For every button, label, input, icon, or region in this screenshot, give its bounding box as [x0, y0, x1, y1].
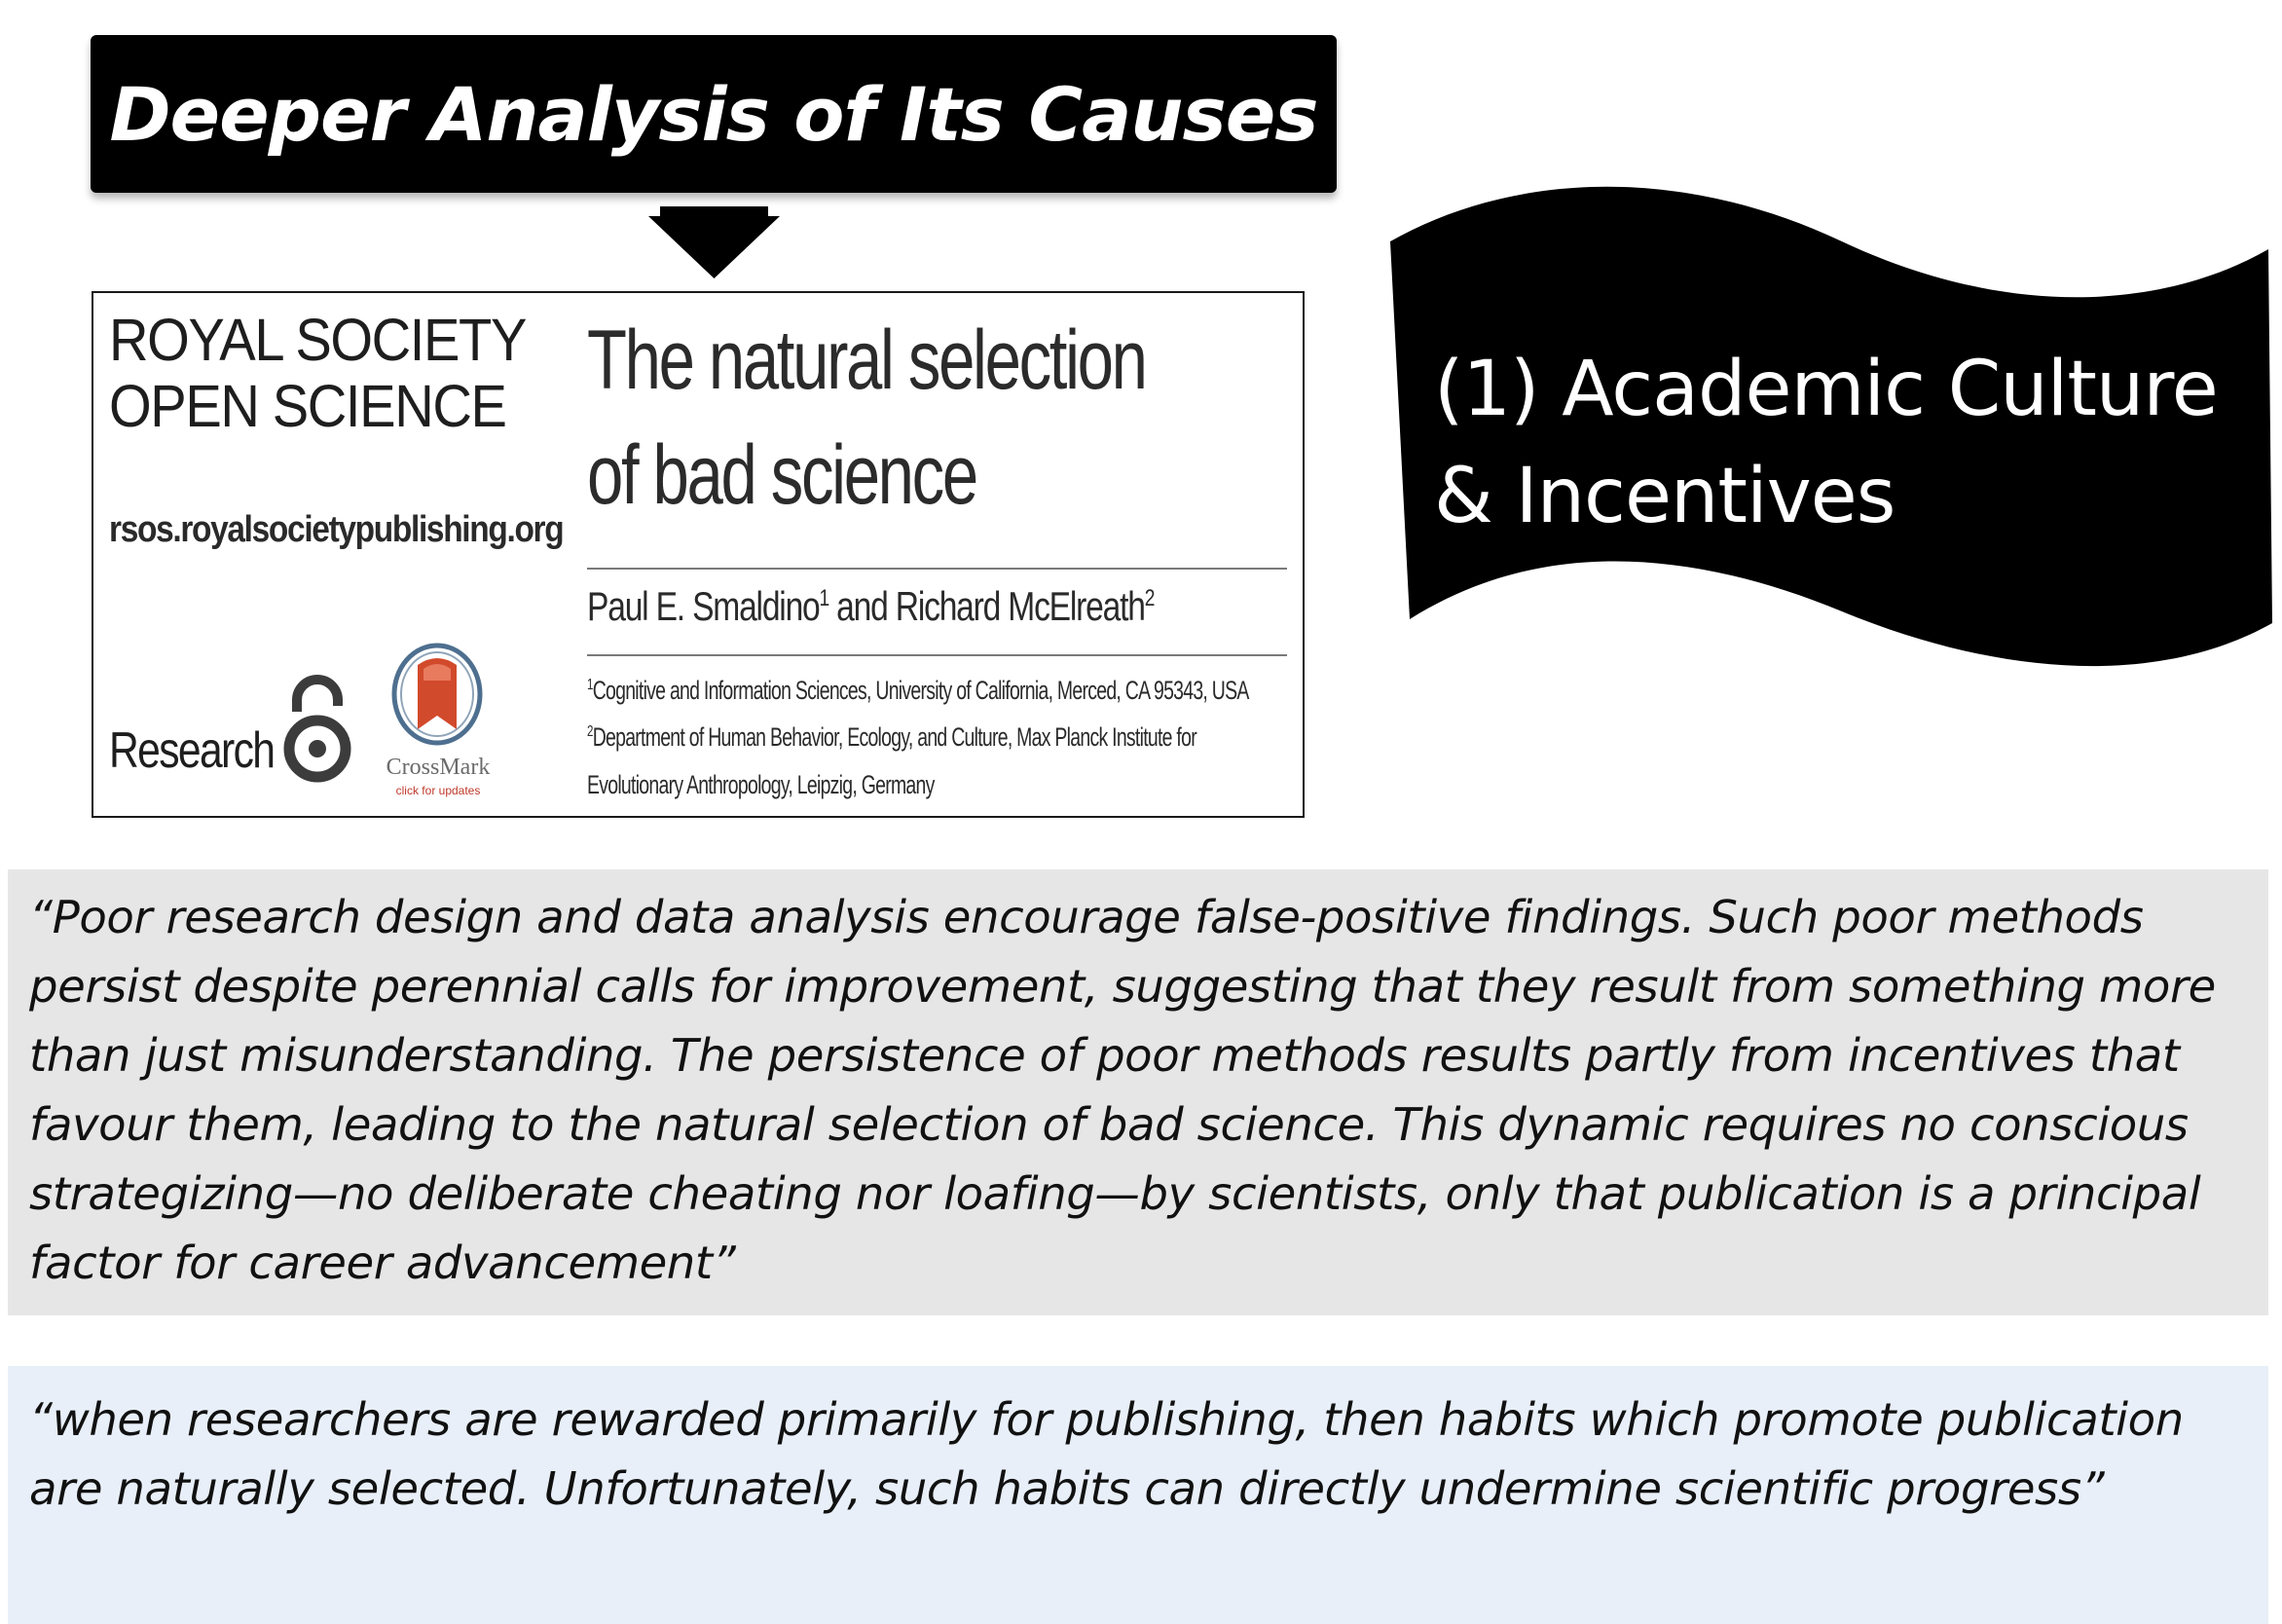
- crossmark-icon: [390, 642, 484, 751]
- journal-name-line2: OPEN SCIENCE: [109, 373, 506, 439]
- paper-title: [587, 303, 1146, 533]
- journal-url: rsos.royalsocietypublishing.org: [109, 509, 564, 550]
- secondary-quote-box: [8, 1366, 2268, 1624]
- section-title-box: [91, 35, 1337, 193]
- affiliation-1: [587, 676, 1249, 706]
- author-2-affil-mark: 2: [1144, 585, 1155, 611]
- secondary-quote: “when researchers are rewarded primarily for publishing, then habits which promote publication are naturally selected. Unfortunately, such habits can directly undermine scientific progress”: [29, 1393, 2184, 1515]
- article-category: Research: [109, 722, 275, 779]
- primary-quote: “Poor research design and data analysis encourage false-positive findings. Such poor methods persist despite perennial calls for improvement, suggesting that they result from something more than just misunderstanding. The persistence of poor methods results partly from incentives that favour them, leading to the natural selection of bad science. This dynamic requires no conscious strategizing—no deliberate cheating nor loafing—by scientists, only that publication is a principal factor for career advancement”: [29, 891, 2216, 1289]
- affiliation-2-text: Department of Human Behavior, Ecology, and Culture, Max Planck Institute for: [592, 722, 1196, 752]
- down-arrow-icon: [648, 206, 780, 278]
- paper-title-line1: The natural selection: [587, 314, 1146, 407]
- banner-text: [1434, 336, 2262, 550]
- section-title: Deeper Analysis of Its Causes: [109, 70, 1318, 158]
- paper-header-card: [92, 291, 1305, 818]
- title-divider: [587, 568, 1287, 570]
- crossmark-sublabel: click for updates: [395, 784, 481, 797]
- authors-divider: [587, 654, 1287, 656]
- paper-title-line2: of bad science: [587, 428, 976, 522]
- author-1-affil-mark: 1: [819, 585, 829, 611]
- affiliation-2-continued: [587, 770, 935, 800]
- banner-line2: & Incentives: [1434, 453, 1896, 540]
- paper-authors: [587, 583, 1154, 630]
- affiliation-1-text: Cognitive and Information Sciences, University of California, Merced, CA 95343, USA: [592, 676, 1249, 705]
- author-2: and Richard McElreath: [828, 583, 1145, 629]
- open-access-icon: [283, 667, 351, 786]
- journal-name-line1: ROYAL SOCIETY: [109, 307, 527, 373]
- banner-line1: (1) Academic Culture: [1434, 346, 2218, 433]
- affiliation-2: [587, 722, 1196, 753]
- journal-name: [109, 307, 526, 439]
- primary-quote-box: [8, 869, 2268, 1315]
- affiliation-2-text-cont: Evolutionary Anthropology, Leipzig, Germany: [587, 770, 935, 799]
- affiliation-1-mark: 1: [587, 677, 593, 693]
- author-1: Paul E. Smaldino: [587, 583, 820, 629]
- affiliation-2-mark: 2: [587, 723, 593, 740]
- crossmark-label: CrossMark: [386, 755, 491, 780]
